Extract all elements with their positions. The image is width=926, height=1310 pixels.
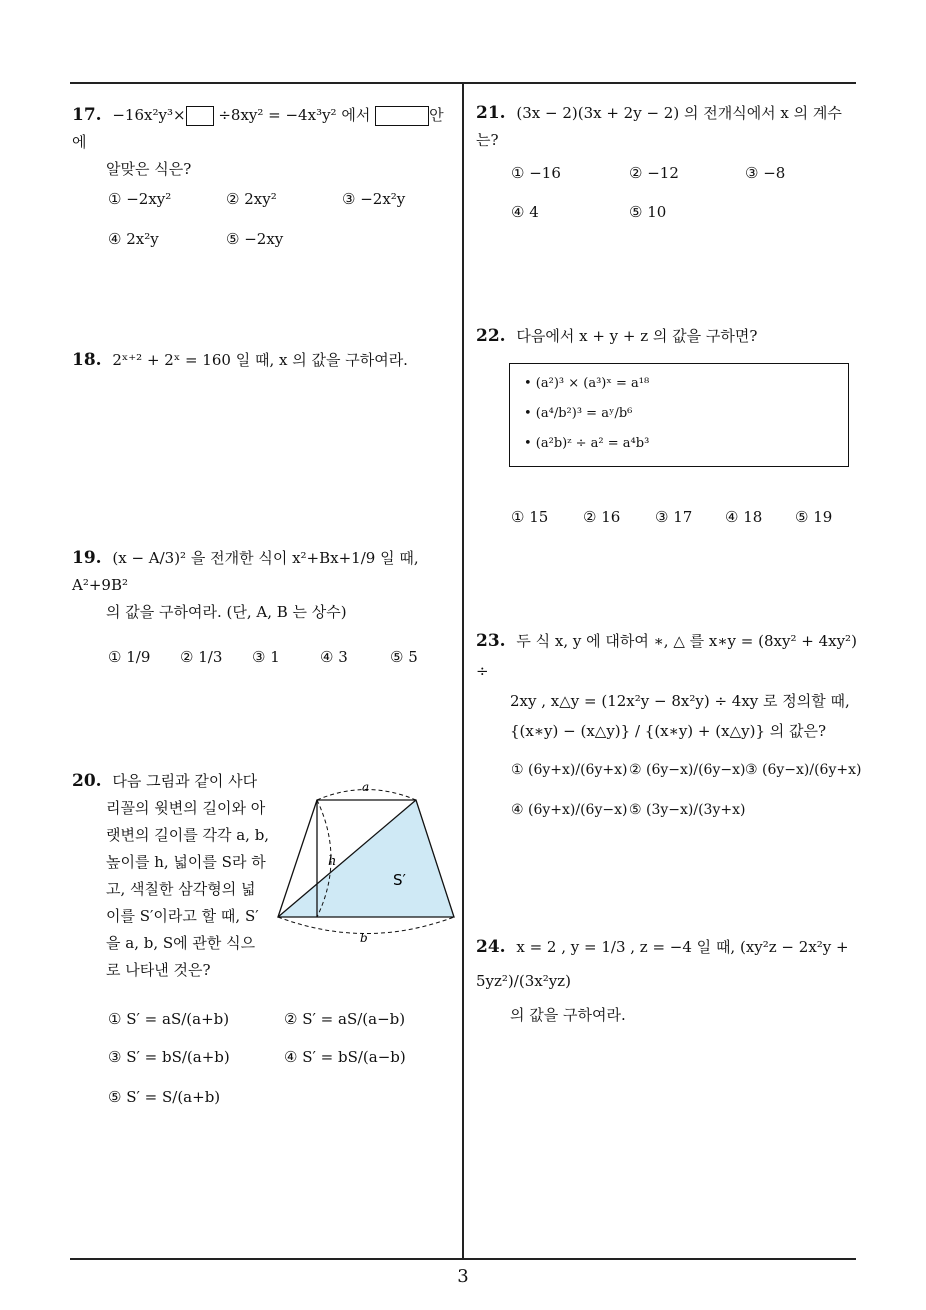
- question-text: (3x − 2)(3x + 2y − 2) 의 전개식에서 x 의 계수는?: [476, 104, 842, 149]
- choice-1[interactable]: ① (6y+x)/(6y+x): [511, 762, 628, 778]
- choice-5[interactable]: ⑤ −2xy: [226, 230, 284, 248]
- question-18: [72, 347, 457, 374]
- choice-5[interactable]: ⑤ 5: [390, 648, 418, 666]
- expression-part-b: ÷8xy² = −4x³y² 에서: [218, 106, 371, 124]
- question-line: 리꼴의 윗변의 길이와 아: [106, 799, 266, 817]
- question-24: [476, 930, 860, 1032]
- question-text: 2ˣ⁺² + 2ˣ = 160 일 때, x 의 값을 구하여라.: [112, 351, 408, 369]
- blank-box: [186, 106, 214, 126]
- choice-2[interactable]: ② 1/3: [180, 648, 223, 666]
- question-line: 의 값을 구하여라.: [510, 1006, 626, 1024]
- question-text: 다음에서 x + y + z 의 값을 구하면?: [516, 327, 758, 345]
- trapezoid-figure: [270, 775, 462, 945]
- condition-item: • (a⁴/b²)³ = aʸ/b⁶: [524, 406, 633, 421]
- choice-3[interactable]: ③ (6y−x)/(6y+x): [745, 762, 862, 778]
- question-line: 두 식 x, y 에 대하여 ∗, △ 를 x∗y = (8xy² + 4xy²) ÷: [476, 632, 857, 680]
- label-a: a: [362, 780, 370, 794]
- condition-item: • (a²b)ᶻ ÷ a² = a⁴b³: [524, 436, 650, 451]
- choice-1[interactable]: ① −2xy²: [108, 190, 172, 208]
- question-text: 알맞은 식은?: [106, 160, 192, 178]
- question-line: {(x∗y) − (x△y)} / {(x∗y) + (x△y)} 의 값은?: [510, 722, 827, 740]
- question-number: 19.: [72, 548, 102, 568]
- choice-4[interactable]: ④ 4: [511, 203, 539, 221]
- expression-part-a: −16x²y³×: [112, 106, 186, 124]
- question-20: [72, 768, 272, 795]
- choice-4[interactable]: ④ 2x²y: [108, 230, 159, 248]
- choice-2[interactable]: ② 2xy²: [226, 190, 277, 208]
- choice-5[interactable]: ⑤ S′ = S/(a+b): [108, 1088, 221, 1106]
- question-number: 17.: [72, 105, 102, 125]
- shaded-triangle: [278, 800, 454, 917]
- question-line: 랫변의 길이를 각각 a, b,: [106, 826, 270, 844]
- page-number: 3: [457, 1266, 469, 1287]
- question-22: [476, 323, 856, 350]
- choice-2[interactable]: ② S′ = aS/(a−b): [284, 1010, 406, 1028]
- question-line: 을 a, b, S에 관한 식으: [106, 934, 256, 952]
- choice-4[interactable]: ④ (6y+x)/(6y−x): [511, 802, 628, 818]
- bottom-rule: [70, 1258, 856, 1260]
- choice-2[interactable]: ② −12: [629, 164, 679, 182]
- question-17: [72, 102, 457, 183]
- choice-2[interactable]: ② 16: [583, 508, 621, 526]
- choice-3[interactable]: ③ −2x²y: [342, 190, 406, 208]
- choice-3[interactable]: ③ 1: [252, 648, 280, 666]
- question-number: 20.: [72, 771, 102, 791]
- question-number: 21.: [476, 103, 506, 123]
- choice-5[interactable]: ⑤ (3y−x)/(3y+x): [629, 802, 746, 818]
- choice-4[interactable]: ④ 3: [320, 648, 348, 666]
- question-text: 의 값을 구하여라. (단, A, B 는 상수): [106, 603, 347, 621]
- question-line: 로 나타낸 것은?: [106, 961, 211, 979]
- question-20-body: [106, 795, 276, 984]
- choice-1[interactable]: ① S′ = aS/(a+b): [108, 1010, 230, 1028]
- blank-box: [375, 106, 429, 126]
- choice-3[interactable]: ③ S′ = bS/(a+b): [108, 1048, 230, 1066]
- question-number: 24.: [476, 937, 506, 957]
- choice-4[interactable]: ④ S′ = bS/(a−b): [284, 1048, 406, 1066]
- label-s: S′: [393, 871, 406, 889]
- question-text: (x − A/3)² 을 전개한 식이 x²+Bx+1/9 일 때, A²+9B²: [72, 549, 419, 594]
- question-number: 22.: [476, 326, 506, 346]
- choice-3[interactable]: ③ −8: [745, 164, 786, 182]
- question-21: [476, 100, 856, 154]
- question-text: 안에: [72, 106, 444, 151]
- question-23: [476, 626, 860, 746]
- label-h: h: [328, 854, 337, 869]
- condition-item: • (a²)³ × (a³)ˣ = a¹⁸: [524, 376, 650, 391]
- question-line: x = 2 , y = 1/3 , z = −4 일 때, (xy²z − 2x²y + 5yz²)/(3x²yz): [476, 938, 849, 990]
- column-divider: [462, 83, 464, 1260]
- question-line: 이를 S′이라고 할 때, S′: [106, 907, 259, 925]
- question-line: 다음 그림과 같이 사다: [112, 772, 258, 790]
- choice-3[interactable]: ③ 17: [655, 508, 693, 526]
- question-line: 높이를 h, 넓이를 S라 하: [106, 853, 266, 871]
- conditions-box: [509, 363, 849, 467]
- choice-4[interactable]: ④ 18: [725, 508, 763, 526]
- choice-1[interactable]: ① 1/9: [108, 648, 151, 666]
- choice-1[interactable]: ① −16: [511, 164, 561, 182]
- question-19: [72, 545, 460, 626]
- choice-1[interactable]: ① 15: [511, 508, 549, 526]
- choice-2[interactable]: ② (6y−x)/(6y−x): [629, 762, 746, 778]
- choice-5[interactable]: ⑤ 10: [629, 203, 667, 221]
- question-number: 23.: [476, 631, 506, 651]
- question-number: 18.: [72, 350, 102, 370]
- question-line: 고, 색칠한 삼각형의 넓: [106, 880, 256, 898]
- question-line: 2xy , x△y = (12x²y − 8x²y) ÷ 4xy 로 정의할 때,: [510, 692, 850, 710]
- choice-5[interactable]: ⑤ 19: [795, 508, 833, 526]
- label-b: b: [360, 931, 368, 945]
